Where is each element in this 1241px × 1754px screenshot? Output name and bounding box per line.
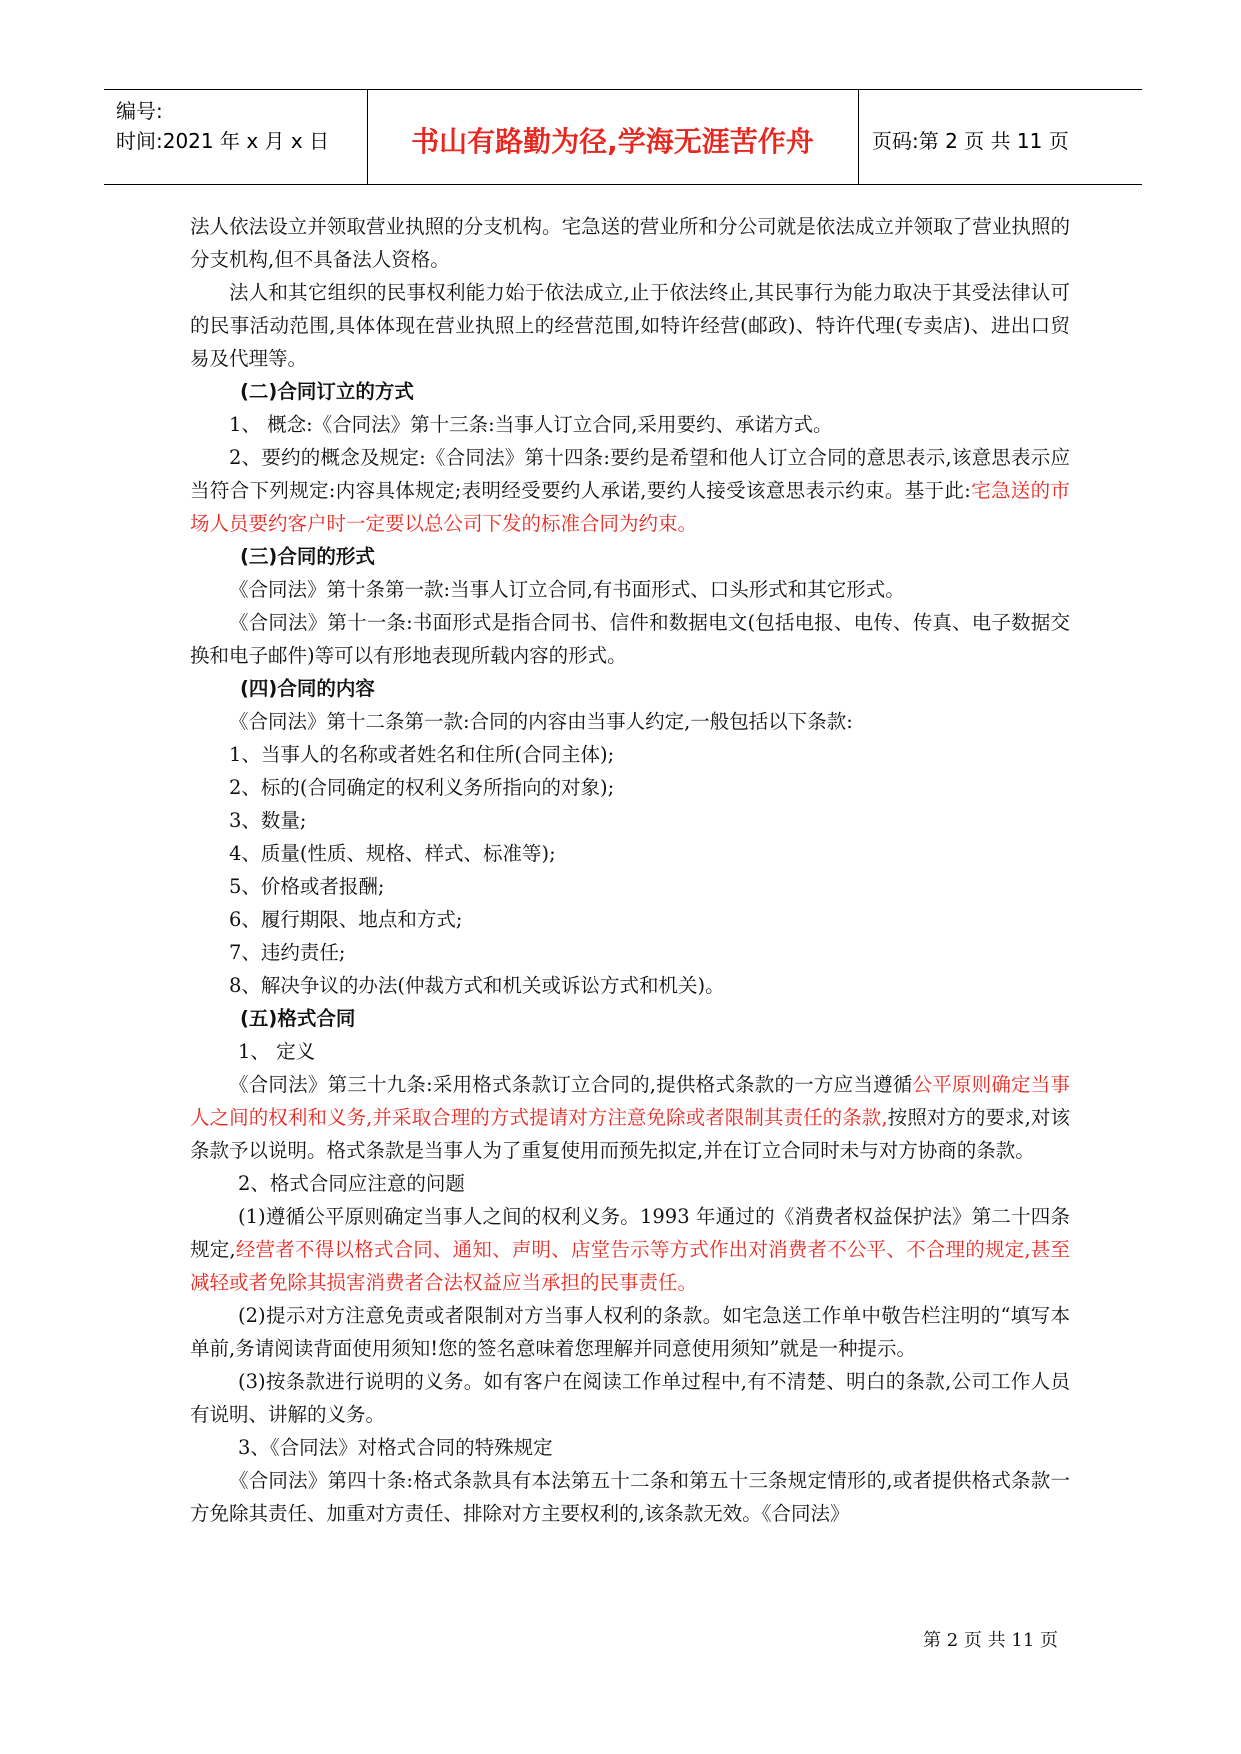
list-item: 1、当事人的名称或者姓名和住所(合同主体); [229,743,615,766]
document-time-label: 时间:2021 年 x 月 x 日 [116,129,330,153]
section-heading: (四)合同的内容 [240,677,375,700]
section-heading: (五)格式合同 [240,1007,356,1030]
list-item: 7、违约责任; [229,941,346,964]
highlighted-text: 经营者不得以格式合同、通知、声明、店堂告示等方式作出对消费者不公平、不合理的规定,甚至减轻或者免除其损害消费者合法权益应当承担的民事责任。 [190,1238,1070,1294]
header-motto: 书山有路勤为径,学海无涯苦作舟 [411,125,814,158]
paragraph [190,441,1070,540]
paragraph: (3)按条款进行说明的义务。如有客户在阅读工作单过程中,有不清楚、明白的条款,公司工作人员有说明、讲解的义务。 [190,1370,1070,1426]
list-item: 3、数量; [229,809,307,832]
paragraph: 1、 定义 [238,1040,316,1063]
paragraph-text: (1)遵循公平原则确定当事人之间的权利义务。1993 年通过的《消费者权益保护法》第二十四条规定, [190,1205,1070,1261]
document-body [190,210,1070,1530]
paragraph [190,1068,1070,1167]
list-item: 6、履行期限、地点和方式; [229,908,463,931]
paragraph: 3、《合同法》对格式合同的特殊规定 [238,1436,553,1459]
paragraph-text: 按照对方的要求,对该条款予以说明。格式条款是当事人为了重复使用而预先拟定,并在订立合同时未与对方协商的条款。 [190,1106,1070,1162]
list-item: 8、解决争议的办法(仲裁方式和机关或诉讼方式和机关)。 [229,974,725,997]
paragraph-text: 《合同法》第三十九条:采用格式条款订立合同的,提供格式条款的一方应当遵循 [229,1073,913,1096]
header-meta [116,96,329,156]
page-footer: 第 2 页 共 11 页 [923,1630,1058,1651]
paragraph: 法人和其它组织的民事权利能力始于依法成立,止于依法终止,其民事行为能力取决于其受法律认可的民事活动范围,具体体现在营业执照上的经营范围,如特许经营(邮政)、特许代理(专卖店)、进出口贸易及代理等。 [190,281,1070,370]
section-heading: (三)合同的形式 [240,545,375,568]
paragraph: 《合同法》第十条第一款:当事人订立合同,有书面形式、口头形式和其它形式。 [229,578,905,601]
highlighted-text: 公平原则确定当事人之间的权利和义务,并采取合理的方式提请对方注意免除或者限制其责任的条款, [190,1073,1070,1129]
list-item: 5、价格或者报酬; [229,875,385,898]
header-page-code: 页码:第 2 页 共 11 页 [872,128,1069,153]
document-number-label: 编号: [116,99,163,123]
page-header [104,89,1142,185]
list-item: 2、标的(合同确定的权利义务所指向的对象); [229,776,615,799]
list-item: 4、质量(性质、规格、样式、标准等); [229,842,556,865]
paragraph: 法人依法设立并领取营业执照的分支机构。宅急送的营业所和分公司就是依法成立并领取了营业执照的分支机构,但不具备法人资格。 [190,215,1070,271]
paragraph: (2)提示对方注意免责或者限制对方当事人权利的条款。如宅急送工作单中敬告栏注明的“填写本单前,务请阅读背面使用须知!您的签名意味着您理解并同意使用须知”就是一种提示。 [190,1304,1070,1360]
paragraph [190,1200,1070,1299]
section-heading: (二)合同订立的方式 [240,380,414,403]
paragraph: 《合同法》第十二条第一款:合同的内容由当事人约定,一般包括以下条款: [229,710,853,733]
paragraph: 《合同法》第十一条:书面形式是指合同书、信件和数据电文(包括电报、电传、传真、电子数据交换和电子邮件)等可以有形地表现所载内容的形式。 [190,611,1070,667]
header-divider [858,90,859,184]
paragraph-text: 2、要约的概念及规定:《合同法》第十四条:要约是希望和他人订立合同的意思表示,该意思表示应当符合下列规定:内容具体规定;表明经受要约人承诺,要约人接受该意思表示约束。基于此: [190,446,1070,502]
paragraph: 1、 概念:《合同法》第十三条:当事人订立合同,采用要约、承诺方式。 [229,413,833,436]
paragraph: 《合同法》第四十条:格式条款具有本法第五十二条和第五十三条规定情形的,或者提供格式条款一方免除其责任、加重对方责任、排除对方主要权利的,该条款无效。《合同法》 [190,1469,1070,1525]
highlighted-text: 宅急送的市场人员要约客户时一定要以总公司下发的标准合同为约束。 [190,479,1070,535]
paragraph: 2、格式合同应注意的问题 [238,1172,465,1195]
